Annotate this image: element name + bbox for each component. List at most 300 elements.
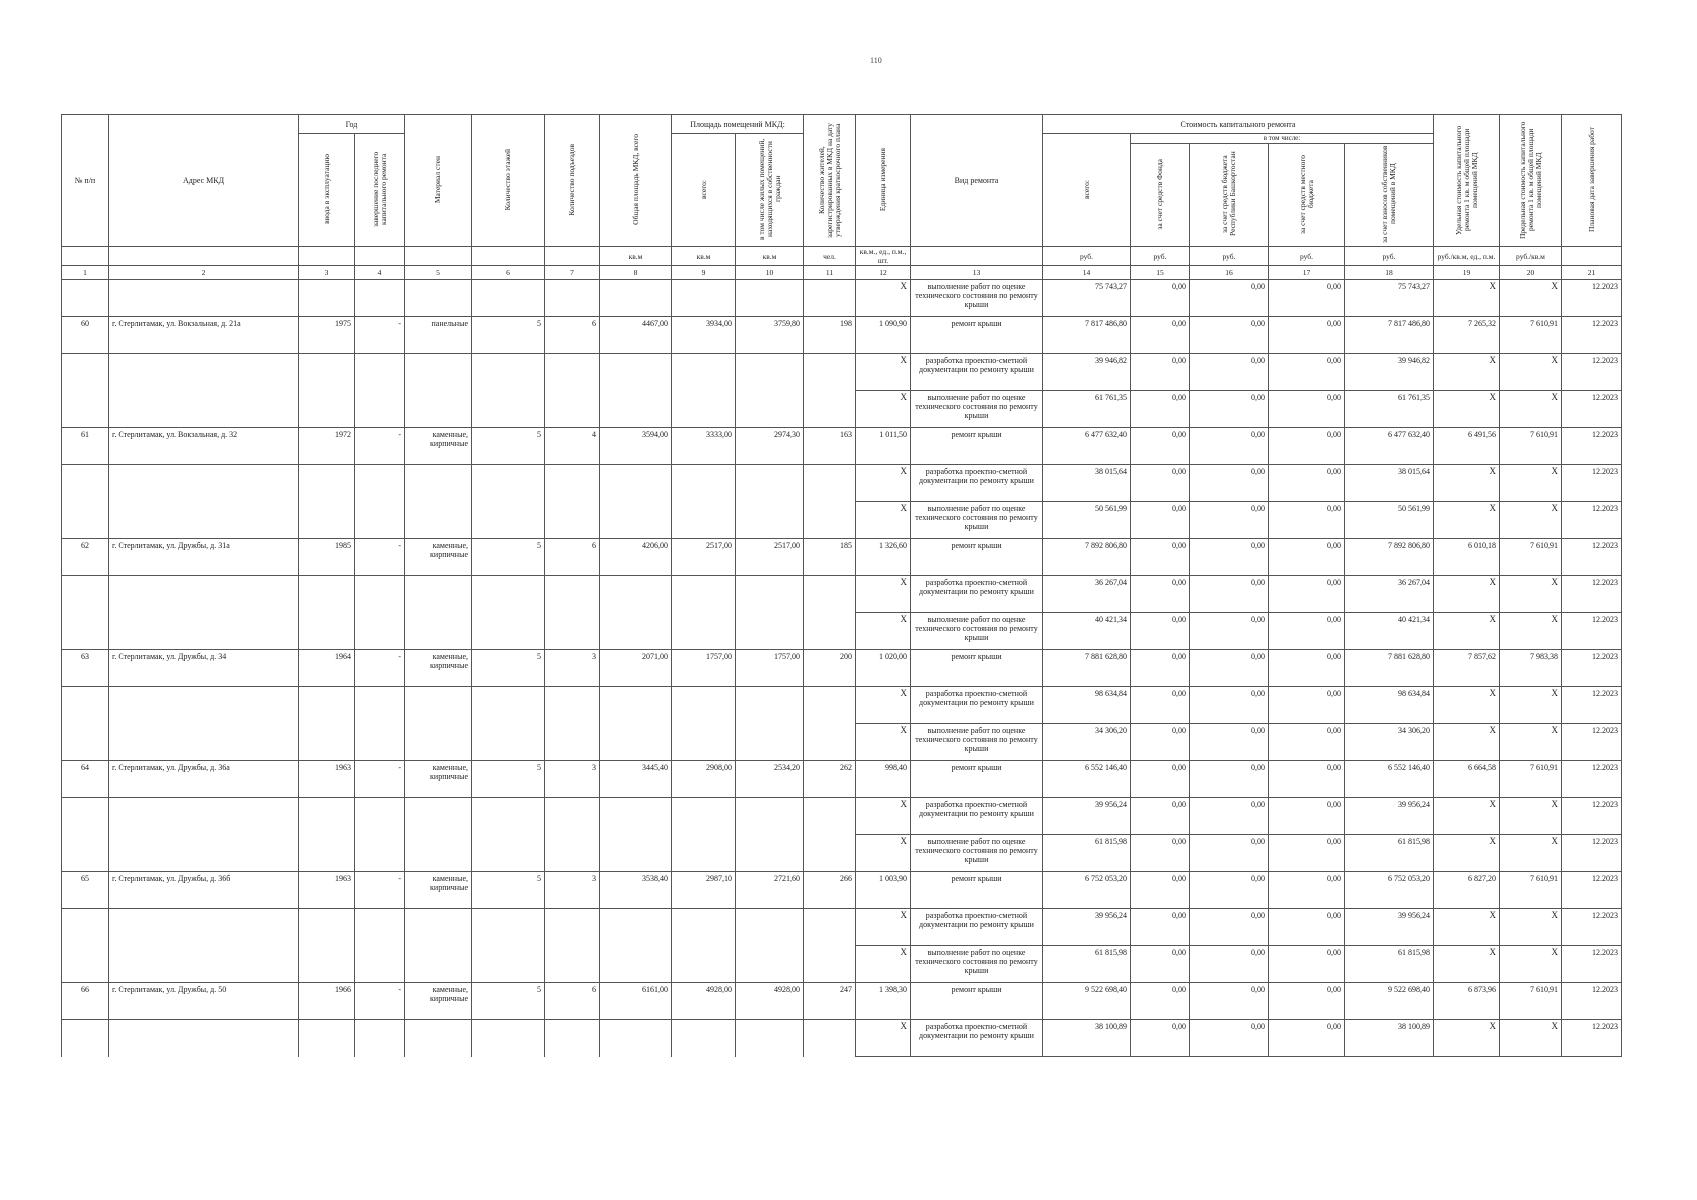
- cell-cost-owners: 9 522 698,40: [1345, 983, 1434, 1020]
- cell-unit-cost: 7 265,32: [1434, 317, 1500, 354]
- cell-repair-type: разработка проектно-сметной документации по ремонту крыши: [911, 354, 1043, 391]
- cell-repair-type: выполнение работ по оценке технического состояния по ремонту крыши: [911, 280, 1043, 317]
- cell-commissioning-year: [299, 354, 355, 391]
- cell-max-cost: X: [1500, 613, 1562, 650]
- cell-cost-local-budget: 0,00: [1269, 280, 1345, 317]
- cell-unit-cost: X: [1434, 502, 1500, 539]
- cell-cost-republic-budget: 0,00: [1190, 428, 1269, 465]
- column-number: 21: [1562, 266, 1622, 280]
- cell-residents: [804, 354, 856, 391]
- cell-area-residential: 3759,80: [736, 317, 804, 354]
- table-row: [62, 724, 1622, 761]
- cell-cost-total: 36 267,04: [1043, 576, 1131, 613]
- table-row: [62, 613, 1622, 650]
- header-area-residential: в том числе жилых помещений, находящихся в собственности граждан: [736, 134, 804, 247]
- cell-unit-quantity: 1 090,90: [856, 317, 911, 354]
- cell-unit-quantity: X: [856, 835, 911, 872]
- cell-unit-cost: X: [1434, 798, 1500, 835]
- cell-entrances: [545, 798, 600, 835]
- cell-cost-fund: 0,00: [1131, 798, 1190, 835]
- cell-entrances: [545, 946, 600, 983]
- cell-address: [109, 502, 299, 539]
- cell-cost-local-budget: 0,00: [1269, 613, 1345, 650]
- cell-total-area: [600, 835, 672, 872]
- cell-cost-republic-budget: 0,00: [1190, 613, 1269, 650]
- cell-address: [109, 946, 299, 983]
- cell-max-cost: X: [1500, 354, 1562, 391]
- cell-total-area: [600, 280, 672, 317]
- header-max-cost: Предельная стоимость капитального ремонта 1 кв. м общей площади помещений МКД: [1500, 115, 1562, 247]
- cell-unit-quantity: X: [856, 946, 911, 983]
- cell-cost-republic-budget: 0,00: [1190, 872, 1269, 909]
- table-row: [62, 872, 1622, 909]
- cell-residents: 198: [804, 317, 856, 354]
- cell-entrances: [545, 1020, 600, 1057]
- cell-max-cost: 7 610,91: [1500, 317, 1562, 354]
- cell-last-repair-year: -: [355, 650, 405, 687]
- cell-address: г. Стерлитамак, ул. Дружбы, д. 50: [109, 983, 299, 1020]
- cell-area-total: 3333,00: [672, 428, 736, 465]
- cell-area-residential: 2974,30: [736, 428, 804, 465]
- cell-entrances: [545, 576, 600, 613]
- unit-cell: [1562, 247, 1622, 266]
- cell-cost-local-budget: 0,00: [1269, 946, 1345, 983]
- cell-floors: [472, 280, 545, 317]
- cell-repair-type: ремонт крыши: [911, 761, 1043, 798]
- cell-row-number: 61: [62, 428, 109, 465]
- header-owners-fees: за счет взносов собственников помещений в МКД: [1345, 144, 1434, 247]
- header-residents: Количество жителей, зарегистрированных в МКД на дату утверждения краткосрочного плана: [804, 115, 856, 247]
- cell-max-cost: X: [1500, 502, 1562, 539]
- cell-cost-republic-budget: 0,00: [1190, 798, 1269, 835]
- cell-commissioning-year: [299, 576, 355, 613]
- cell-last-repair-year: -: [355, 428, 405, 465]
- cell-area-total: [672, 502, 736, 539]
- column-number: 7: [545, 266, 600, 280]
- cell-area-residential: [736, 724, 804, 761]
- cell-last-repair-year: -: [355, 317, 405, 354]
- cell-floors: [472, 798, 545, 835]
- cell-completion-date: 12.2023: [1562, 798, 1622, 835]
- cell-commissioning-year: [299, 613, 355, 650]
- cell-cost-owners: 34 306,20: [1345, 724, 1434, 761]
- cell-max-cost: X: [1500, 798, 1562, 835]
- cell-unit-cost: 6 010,18: [1434, 539, 1500, 576]
- cell-row-number: [62, 613, 109, 650]
- cell-repair-type: выполнение работ по оценке технического состояния по ремонту крыши: [911, 613, 1043, 650]
- cell-max-cost: 7 983,38: [1500, 650, 1562, 687]
- cell-wall-material: [405, 354, 472, 391]
- cell-floors: 5: [472, 428, 545, 465]
- cell-unit-quantity: X: [856, 798, 911, 835]
- cell-entrances: 3: [545, 650, 600, 687]
- cell-cost-local-budget: 0,00: [1269, 391, 1345, 428]
- cell-commissioning-year: 1964: [299, 650, 355, 687]
- cell-cost-owners: 61 815,98: [1345, 835, 1434, 872]
- cell-cost-fund: 0,00: [1131, 761, 1190, 798]
- cell-unit-cost: 6 827,20: [1434, 872, 1500, 909]
- cell-row-number: 60: [62, 317, 109, 354]
- cell-total-area: [600, 576, 672, 613]
- cell-commissioning-year: [299, 687, 355, 724]
- cell-floors: [472, 354, 545, 391]
- column-number: 1: [62, 266, 109, 280]
- cell-wall-material: каменные, кирпичные: [405, 428, 472, 465]
- cell-cost-total: 40 421,34: [1043, 613, 1131, 650]
- cell-completion-date: 12.2023: [1562, 946, 1622, 983]
- header-wall-material: Материал стен: [405, 115, 472, 247]
- cell-area-residential: 4928,00: [736, 983, 804, 1020]
- cell-cost-fund: 0,00: [1131, 983, 1190, 1020]
- cell-residents: [804, 280, 856, 317]
- cell-row-number: [62, 391, 109, 428]
- table-row: [62, 280, 1622, 317]
- cell-cost-owners: 75 743,27: [1345, 280, 1434, 317]
- cell-total-area: 3445,40: [600, 761, 672, 798]
- cell-unit-cost: X: [1434, 946, 1500, 983]
- cell-area-residential: [736, 909, 804, 946]
- cell-cost-republic-budget: 0,00: [1190, 835, 1269, 872]
- column-number: 20: [1500, 266, 1562, 280]
- cell-commissioning-year: 1975: [299, 317, 355, 354]
- cell-wall-material: [405, 576, 472, 613]
- cell-last-repair-year: [355, 465, 405, 502]
- cell-max-cost: X: [1500, 687, 1562, 724]
- cell-cost-owners: 61 761,35: [1345, 391, 1434, 428]
- cell-max-cost: X: [1500, 724, 1562, 761]
- cell-row-number: 64: [62, 761, 109, 798]
- cell-commissioning-year: [299, 280, 355, 317]
- cell-cost-fund: 0,00: [1131, 502, 1190, 539]
- cell-area-residential: [736, 1020, 804, 1057]
- table-row: [62, 909, 1622, 946]
- cell-unit-quantity: X: [856, 613, 911, 650]
- cell-cost-republic-budget: 0,00: [1190, 1020, 1269, 1057]
- cell-unit-cost: 6 664,58: [1434, 761, 1500, 798]
- unit-cell: кв.м: [736, 247, 804, 266]
- cell-max-cost: X: [1500, 280, 1562, 317]
- header-unit-cost: Удельная стоимость капитального ремонта 1 кв. м общей площади помещений МКД: [1434, 115, 1500, 247]
- cell-commissioning-year: 1972: [299, 428, 355, 465]
- header-republic-budget: за счет средств бюджета Республики Башкортостан: [1190, 144, 1269, 247]
- cell-row-number: [62, 909, 109, 946]
- cell-row-number: [62, 835, 109, 872]
- cell-repair-type: выполнение работ по оценке технического состояния по ремонту крыши: [911, 835, 1043, 872]
- header-including: в том числе:: [1131, 134, 1434, 144]
- table-row: [62, 539, 1622, 576]
- cell-last-repair-year: [355, 354, 405, 391]
- cell-entrances: [545, 465, 600, 502]
- cell-residents: [804, 613, 856, 650]
- cell-area-total: [672, 946, 736, 983]
- cell-completion-date: 12.2023: [1562, 687, 1622, 724]
- table-row: [62, 428, 1622, 465]
- cell-unit-cost: X: [1434, 280, 1500, 317]
- cell-residents: [804, 502, 856, 539]
- header-premises-area-group: Площадь помещений МКД:: [672, 115, 804, 134]
- header-cost-group: Стоимость капитального ремонта: [1043, 115, 1434, 134]
- cell-address: г. Стерлитамак, ул. Дружбы, д. 36а: [109, 761, 299, 798]
- cell-cost-owners: 98 634,84: [1345, 687, 1434, 724]
- cell-row-number: [62, 1020, 109, 1057]
- table-body: [62, 280, 1622, 1057]
- cell-last-repair-year: [355, 946, 405, 983]
- cell-cost-local-budget: 0,00: [1269, 317, 1345, 354]
- cell-wall-material: [405, 465, 472, 502]
- cell-cost-republic-budget: 0,00: [1190, 502, 1269, 539]
- unit-cell: руб./кв.м: [1500, 247, 1562, 266]
- cell-wall-material: каменные, кирпичные: [405, 983, 472, 1020]
- cell-cost-owners: 7 892 806,80: [1345, 539, 1434, 576]
- cell-row-number: 62: [62, 539, 109, 576]
- cell-cost-republic-budget: 0,00: [1190, 280, 1269, 317]
- table-row: [62, 983, 1622, 1020]
- cell-max-cost: 7 610,91: [1500, 428, 1562, 465]
- cell-area-residential: [736, 687, 804, 724]
- cell-area-total: [672, 354, 736, 391]
- cell-max-cost: 7 610,91: [1500, 872, 1562, 909]
- cell-total-area: 4467,00: [600, 317, 672, 354]
- cell-row-number: [62, 576, 109, 613]
- cell-cost-owners: 39 956,24: [1345, 909, 1434, 946]
- cell-cost-republic-budget: 0,00: [1190, 317, 1269, 354]
- cell-cost-local-budget: 0,00: [1269, 798, 1345, 835]
- cell-commissioning-year: [299, 946, 355, 983]
- cell-cost-local-budget: 0,00: [1269, 1020, 1345, 1057]
- cell-area-total: [672, 280, 736, 317]
- cell-cost-local-budget: 0,00: [1269, 909, 1345, 946]
- cell-row-number: [62, 465, 109, 502]
- cell-cost-owners: 38 015,64: [1345, 465, 1434, 502]
- header-entrances: Количество подъездов: [545, 115, 600, 247]
- column-number: 8: [600, 266, 672, 280]
- cell-total-area: [600, 465, 672, 502]
- cell-repair-type: ремонт крыши: [911, 872, 1043, 909]
- cell-area-total: [672, 1020, 736, 1057]
- header-row-number: № п/п: [62, 115, 109, 247]
- cell-address: [109, 835, 299, 872]
- cell-entrances: 3: [545, 872, 600, 909]
- cell-cost-local-budget: 0,00: [1269, 650, 1345, 687]
- cell-max-cost: X: [1500, 946, 1562, 983]
- cell-area-total: 2517,00: [672, 539, 736, 576]
- cell-entrances: [545, 502, 600, 539]
- cell-cost-owners: 7 817 486,80: [1345, 317, 1434, 354]
- cell-address: г. Стерлитамак, ул. Дружбы, д. 34: [109, 650, 299, 687]
- cell-total-area: [600, 687, 672, 724]
- cell-cost-total: 38 100,89: [1043, 1020, 1131, 1057]
- cell-cost-total: 6 477 632,40: [1043, 428, 1131, 465]
- cell-floors: 5: [472, 983, 545, 1020]
- cell-cost-total: 98 634,84: [1043, 687, 1131, 724]
- cell-max-cost: X: [1500, 835, 1562, 872]
- cell-last-repair-year: [355, 835, 405, 872]
- column-number: 15: [1131, 266, 1190, 280]
- cell-total-area: 3538,40: [600, 872, 672, 909]
- cell-residents: [804, 687, 856, 724]
- unit-cell: руб./кв.м, ед., п.м.: [1434, 247, 1500, 266]
- cell-commissioning-year: [299, 798, 355, 835]
- cell-repair-type: выполнение работ по оценке технического состояния по ремонту крыши: [911, 502, 1043, 539]
- table-row: [62, 946, 1622, 983]
- cell-unit-quantity: X: [856, 280, 911, 317]
- header-floors: Количество этажей: [472, 115, 545, 247]
- cell-total-area: [600, 613, 672, 650]
- cell-cost-republic-budget: 0,00: [1190, 983, 1269, 1020]
- cell-floors: [472, 946, 545, 983]
- cell-floors: [472, 724, 545, 761]
- cell-last-repair-year: [355, 613, 405, 650]
- cell-total-area: [600, 354, 672, 391]
- cell-row-number: [62, 280, 109, 317]
- cell-cost-republic-budget: 0,00: [1190, 576, 1269, 613]
- cell-completion-date: 12.2023: [1562, 539, 1622, 576]
- column-number: 5: [405, 266, 472, 280]
- cell-wall-material: [405, 835, 472, 872]
- cell-cost-total: 7 817 486,80: [1043, 317, 1131, 354]
- cell-cost-total: 6 552 146,40: [1043, 761, 1131, 798]
- cell-max-cost: X: [1500, 465, 1562, 502]
- table-header: [62, 115, 1622, 280]
- cell-completion-date: 12.2023: [1562, 909, 1622, 946]
- cell-residents: [804, 465, 856, 502]
- cell-residents: [804, 835, 856, 872]
- cell-area-residential: [736, 465, 804, 502]
- cell-unit-quantity: X: [856, 354, 911, 391]
- cell-area-total: [672, 835, 736, 872]
- capital-repair-table: [61, 114, 1622, 1057]
- cell-max-cost: 7 610,91: [1500, 539, 1562, 576]
- cell-address: [109, 391, 299, 428]
- cell-address: [109, 909, 299, 946]
- cell-entrances: 3: [545, 761, 600, 798]
- cell-cost-owners: 50 561,99: [1345, 502, 1434, 539]
- cell-repair-type: выполнение работ по оценке технического состояния по ремонту крыши: [911, 724, 1043, 761]
- cell-cost-total: 50 561,99: [1043, 502, 1131, 539]
- cell-entrances: 6: [545, 539, 600, 576]
- cell-unit-cost: X: [1434, 835, 1500, 872]
- cell-area-residential: 2534,20: [736, 761, 804, 798]
- cell-wall-material: [405, 280, 472, 317]
- cell-completion-date: 12.2023: [1562, 724, 1622, 761]
- column-number: 13: [911, 266, 1043, 280]
- unit-cell: [109, 247, 299, 266]
- cell-entrances: [545, 280, 600, 317]
- cell-repair-type: разработка проектно-сметной документации по ремонту крыши: [911, 465, 1043, 502]
- cell-total-area: [600, 724, 672, 761]
- cell-unit-cost: 6 491,56: [1434, 428, 1500, 465]
- cell-area-residential: 1757,00: [736, 650, 804, 687]
- cell-total-area: 4206,00: [600, 539, 672, 576]
- cell-unit-quantity: X: [856, 502, 911, 539]
- header-local-budget: за счет средств местного бюджета: [1269, 144, 1345, 247]
- table-row: [62, 798, 1622, 835]
- header-commissioning: ввода в эксплуатацию: [299, 134, 355, 247]
- cell-total-area: [600, 391, 672, 428]
- cell-wall-material: каменные, кирпичные: [405, 872, 472, 909]
- cell-unit-cost: X: [1434, 354, 1500, 391]
- cell-cost-total: 61 761,35: [1043, 391, 1131, 428]
- cell-cost-fund: 0,00: [1131, 280, 1190, 317]
- cell-cost-republic-budget: 0,00: [1190, 391, 1269, 428]
- cell-total-area: 2071,00: [600, 650, 672, 687]
- table-row: [62, 354, 1622, 391]
- page-number: 110: [870, 56, 882, 65]
- cell-cost-owners: 38 100,89: [1345, 1020, 1434, 1057]
- cell-total-area: 6161,00: [600, 983, 672, 1020]
- cell-area-total: [672, 576, 736, 613]
- cell-residents: [804, 798, 856, 835]
- cell-cost-owners: 36 267,04: [1345, 576, 1434, 613]
- cell-area-residential: [736, 613, 804, 650]
- cell-commissioning-year: [299, 724, 355, 761]
- cell-floors: [472, 465, 545, 502]
- cell-cost-owners: 6 752 053,20: [1345, 872, 1434, 909]
- cell-address: г. Стерлитамак, ул. Дружбы, д. 36б: [109, 872, 299, 909]
- cell-cost-republic-budget: 0,00: [1190, 539, 1269, 576]
- cell-cost-local-budget: 0,00: [1269, 354, 1345, 391]
- header-fund: за счет средств Фонда: [1131, 144, 1190, 247]
- cell-cost-total: 39 956,24: [1043, 798, 1131, 835]
- cell-cost-total: 61 815,98: [1043, 946, 1131, 983]
- cell-commissioning-year: 1963: [299, 761, 355, 798]
- table-row: [62, 761, 1622, 798]
- cell-cost-owners: 61 815,98: [1345, 946, 1434, 983]
- cell-floors: [472, 1020, 545, 1057]
- cell-row-number: 66: [62, 983, 109, 1020]
- cell-cost-total: 7 881 628,80: [1043, 650, 1131, 687]
- cell-wall-material: [405, 909, 472, 946]
- cell-cost-republic-budget: 0,00: [1190, 724, 1269, 761]
- cell-last-repair-year: [355, 798, 405, 835]
- cell-area-total: [672, 687, 736, 724]
- unit-cell: [62, 247, 109, 266]
- column-number: 3: [299, 266, 355, 280]
- cell-cost-fund: 0,00: [1131, 872, 1190, 909]
- cell-address: [109, 1020, 299, 1057]
- cell-entrances: [545, 687, 600, 724]
- cell-cost-local-budget: 0,00: [1269, 687, 1345, 724]
- cell-unit-cost: X: [1434, 1020, 1500, 1057]
- header-completion-date: Плановая дата завершения работ: [1562, 115, 1622, 247]
- cell-repair-type: ремонт крыши: [911, 428, 1043, 465]
- cell-repair-type: разработка проектно-сметной документации по ремонту крыши: [911, 909, 1043, 946]
- cell-cost-fund: 0,00: [1131, 428, 1190, 465]
- cell-entrances: 6: [545, 317, 600, 354]
- cell-area-total: [672, 465, 736, 502]
- cell-entrances: [545, 909, 600, 946]
- table-row: [62, 576, 1622, 613]
- table-row: [62, 687, 1622, 724]
- cell-completion-date: 12.2023: [1562, 391, 1622, 428]
- cell-last-repair-year: [355, 1020, 405, 1057]
- cell-completion-date: 12.2023: [1562, 650, 1622, 687]
- cell-row-number: [62, 798, 109, 835]
- cell-cost-fund: 0,00: [1131, 946, 1190, 983]
- cell-residents: [804, 391, 856, 428]
- cell-area-residential: [736, 946, 804, 983]
- column-numbers-row: [62, 266, 1622, 280]
- cell-repair-type: ремонт крыши: [911, 539, 1043, 576]
- cell-address: [109, 724, 299, 761]
- cell-cost-local-budget: 0,00: [1269, 539, 1345, 576]
- cell-cost-local-budget: 0,00: [1269, 576, 1345, 613]
- cell-floors: [472, 391, 545, 428]
- column-number: 17: [1269, 266, 1345, 280]
- cell-unit-quantity: 1 326,60: [856, 539, 911, 576]
- cell-last-repair-year: [355, 391, 405, 428]
- cell-commissioning-year: [299, 465, 355, 502]
